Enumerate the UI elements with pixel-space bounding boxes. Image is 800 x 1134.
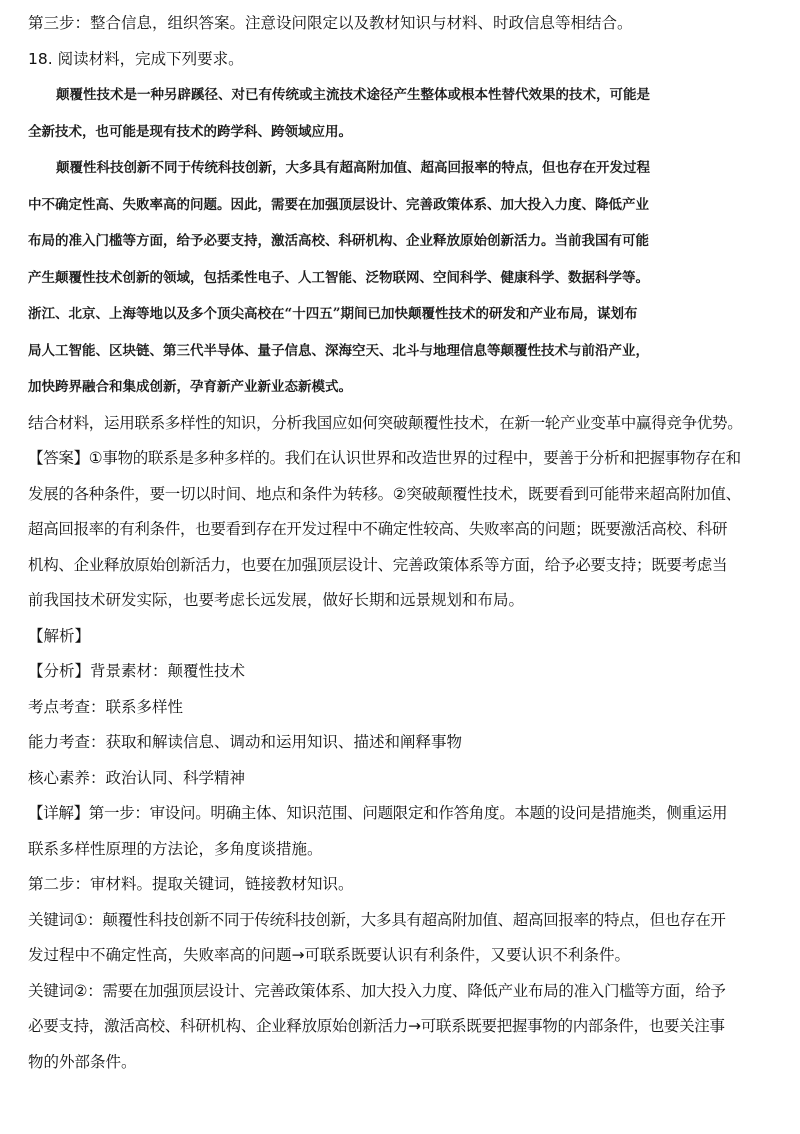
analysis-background: 【分析】背景素材：颠覆性技术 xyxy=(28,662,246,680)
answer-line: 前我国技术研发实际，也要考虑长远发展，做好长期和远景规划和布局。 xyxy=(28,591,525,609)
keyword-1-line: 关键词①：颠覆性科技创新不同于传统科技创新，大多具有超高附加值、超高回报率的特点，但也存在开 xyxy=(28,910,726,929)
question-prompt: 结合材料，运用联系多样性的知识，分析我国应如何突破颠覆性技术，在新一轮产业变革中赢得竞争优势。 xyxy=(28,413,743,432)
answer-line: 超高回报率的有利条件，也要看到存在开发过程中不确定性较高、失败率高的问题；既要激活高校、科研 xyxy=(28,520,728,538)
material-line: 浙江、北京、上海等地以及多个顶尖高校在“十四五”期间已加快颠覆性技术的研发和产业布局，谋划布 xyxy=(28,306,638,322)
analysis-core-literacy: 核心素养：政治认同、科学精神 xyxy=(28,768,246,787)
analysis-knowledge-point: 考点考查：联系多样性 xyxy=(28,697,184,716)
detail-line: 【详解】第一步：审设问。明确主体、知识范围、问题限定和作答角度。本题的设问是措施类，侧重运用 xyxy=(28,804,728,822)
analysis-ability: 能力考查：获取和解读信息、调动和运用知识、描述和阐释事物 xyxy=(28,733,463,751)
keyword-1-line: 发过程中不确定性高，失败率高的问题→可联系既要认识有利条件，又要认识不利条件。 xyxy=(28,946,630,964)
material-line: 加快跨界融合和集成创新，孕育新产业新业态新模式。 xyxy=(28,379,352,395)
answer-line: 【答案】①事物的联系是多种多样的。我们在认识世界和改造世界的过程中，要善于分析和把握事物存在和 xyxy=(28,449,741,467)
answer-line: 机构、企业释放原始创新活力，也要在加强顶层设计、完善政策体系等方面，给予必要支持；既要考虑当 xyxy=(28,555,728,574)
material-line: 布局的准入门槛等方面，给予必要支持，激活高校、科研机构、企业释放原始创新活力。当前我国有可能 xyxy=(28,233,649,249)
material-line: 颠覆性科技创新不同于传统科技创新，大多具有超高附加值、超高回报率的特点，但也存在开发过程 xyxy=(56,160,650,176)
analysis-heading: 【解析】 xyxy=(28,626,91,645)
detail-line: 第二步：审材料。提取关键词，链接教材知识。 xyxy=(28,875,354,893)
material-passage xyxy=(28,77,772,406)
detail-line: 联系多样性原理的方法论，多角度谈措施。 xyxy=(28,839,323,858)
material-line: 中不确定性高、失败率高的问题。因此，需要在加强顶层设计、完善政策体系、加大投入力度、降低产业 xyxy=(28,196,649,213)
keyword-2-line: 关键词②：需要在加强顶层设计、完善政策体系、加大投入力度、降低产业布局的准入门槛等方面，给予 xyxy=(28,981,726,1000)
material-line: 产生颠覆性技术创新的领域，包括柔性电子、人工智能、泛物联网、空间科学、健康科学、数据科学等。 xyxy=(28,269,649,286)
material-line: 全新技术，也可能是现有技术的跨学科、跨领域应用。 xyxy=(28,123,352,140)
question-18-heading: 18. 阅读材料，完成下列要求。 xyxy=(28,49,244,68)
detail-section xyxy=(28,796,772,1080)
analysis-section xyxy=(28,619,772,797)
material-line: 颠覆性技术是一种另辟蹊径、对已有传统或主流技术途径产生整体或根本性替代效果的技术，可能是 xyxy=(56,87,650,103)
keyword-2-line: 必要支持，激活高校、科研机构、企业释放原始创新活力→可联系既要把握事物的内部条件，也要关注事 xyxy=(28,1017,725,1035)
answer-line: 发展的各种条件，要一切以时间、地点和条件为转移。②突破颠覆性技术，既要看到可能带来超高附加值、 xyxy=(28,484,741,503)
step-three-line: 第三步：整合信息，组织答案。注意设问限定以及教材知识与材料、时政信息等相结合。 xyxy=(28,14,633,32)
keyword-2-line: 物的外部条件。 xyxy=(28,1052,137,1071)
material-line: 局人工智能、区块链、第三代半导体、量子信息、深海空天、北斗与地理信息等颠覆性技术与前沿产业， xyxy=(28,342,649,359)
answer-section xyxy=(28,441,772,619)
